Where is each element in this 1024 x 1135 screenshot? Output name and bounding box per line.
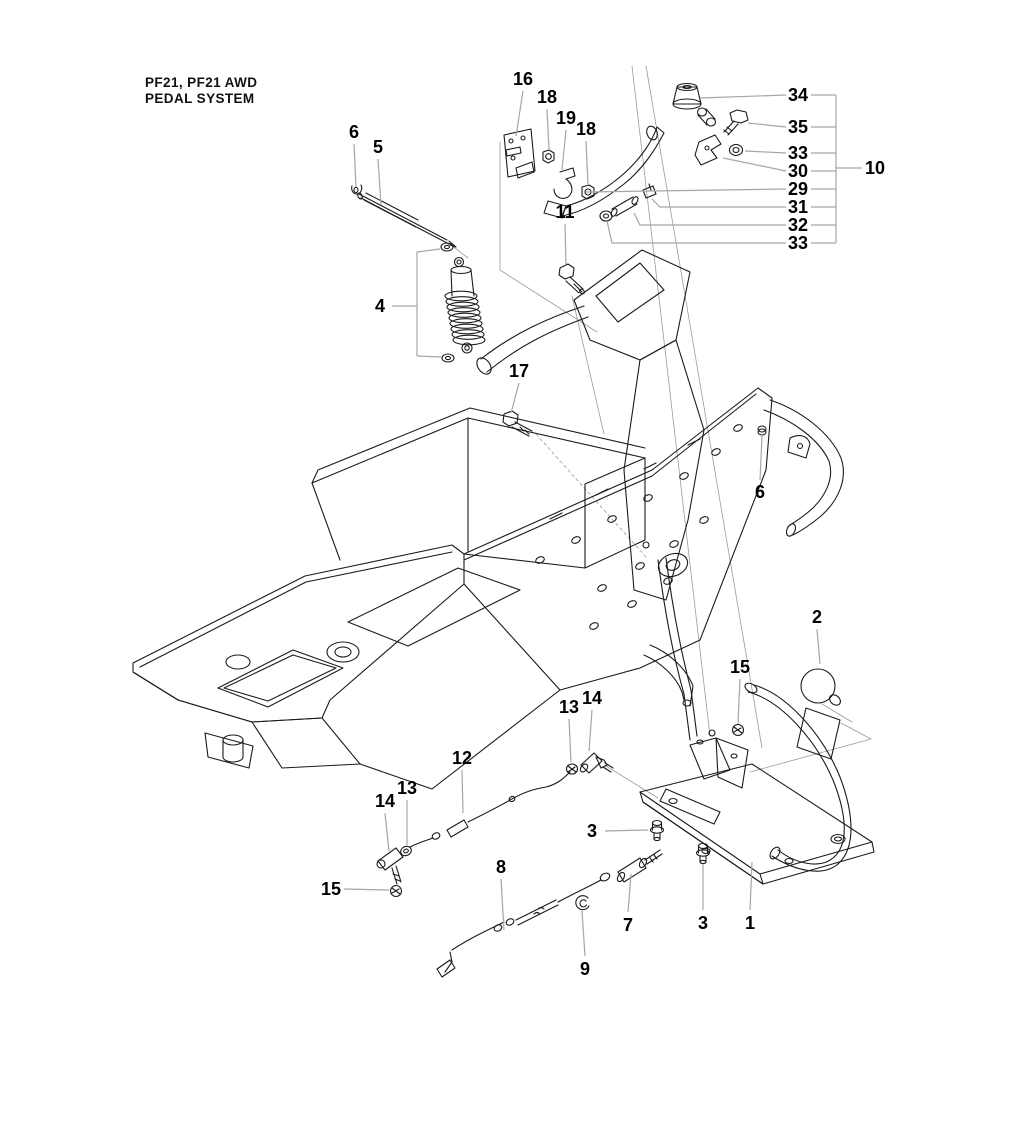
part-34-bumper	[673, 84, 701, 110]
part-4-spring	[441, 243, 485, 362]
pedal-strut	[658, 558, 697, 740]
callout-leader-line	[738, 679, 740, 724]
callout-label: 33	[787, 233, 809, 253]
callout-29	[586, 179, 836, 199]
callout-10	[836, 95, 885, 243]
callout-32	[634, 213, 836, 235]
callout-label: 33	[787, 143, 809, 163]
callout-label: 18	[575, 119, 597, 139]
nut-6-right	[758, 426, 766, 435]
callout-leader-line	[652, 199, 786, 207]
callout-label: 5	[372, 137, 384, 157]
callout-18	[537, 87, 557, 150]
callout-label: 11	[555, 202, 575, 222]
callout-label: 13	[396, 778, 418, 798]
callout-leader-line	[723, 158, 786, 171]
callout-7	[623, 874, 633, 935]
callout-13	[397, 778, 417, 845]
brake-lever-group-10	[544, 84, 748, 222]
callout-leader-line	[516, 91, 523, 136]
callout-leader-line	[582, 911, 585, 956]
callout-leader-line	[700, 95, 786, 98]
callout-label: 9	[579, 959, 591, 979]
part-15-nut-pedal	[733, 725, 744, 736]
part-33-washer-lower	[600, 211, 612, 221]
callout-4	[375, 249, 441, 357]
callout-leader-line	[760, 436, 762, 480]
callout-label: 6	[348, 122, 360, 142]
callout-34	[700, 85, 836, 105]
callout-label: 8	[495, 857, 507, 877]
callout-19	[556, 108, 576, 170]
callout-label: 7	[622, 915, 634, 935]
callout-leader-line	[354, 144, 356, 187]
cable-8-hook	[437, 952, 455, 977]
pedal-return-spring	[660, 789, 720, 824]
part-14-elbow-left	[377, 848, 403, 884]
callout-leader-line	[634, 213, 786, 225]
callout-leader-line	[462, 770, 463, 813]
callout-9	[580, 911, 590, 979]
part-35-bolt	[724, 110, 748, 135]
pedal-pad	[797, 708, 840, 759]
part-18-nut-left	[543, 150, 554, 163]
callout-16	[513, 69, 533, 136]
callout-leader-line	[562, 130, 566, 170]
callout-label: 19	[555, 108, 577, 128]
part-link-plate	[698, 108, 716, 126]
callout-label: 3	[697, 913, 709, 933]
callout-label: 17	[508, 361, 530, 381]
callout-6	[755, 436, 765, 502]
callout-label: 14	[581, 688, 603, 708]
part-3-bolt-left	[651, 821, 664, 841]
callout-2	[812, 607, 822, 664]
callout-33	[745, 143, 836, 163]
callout-label: 35	[787, 117, 809, 137]
callout-layer	[321, 69, 885, 979]
callout-14	[582, 688, 602, 751]
callout-leader-line	[745, 151, 786, 153]
callout-leader-line	[589, 710, 592, 751]
cable-12-wire	[410, 772, 570, 847]
callout-12	[452, 748, 472, 813]
callout-13	[559, 697, 579, 762]
callout-leader-line	[344, 889, 389, 890]
callout-label: 30	[787, 161, 809, 181]
pedal-assembly	[640, 558, 874, 884]
callout-label: 14	[374, 791, 396, 811]
callout-18	[576, 119, 596, 184]
part-7-coupler	[616, 850, 662, 883]
part-17-bolt	[503, 411, 532, 436]
part-9-ring	[576, 896, 589, 910]
callout-leader-line	[547, 109, 549, 150]
callout-17	[509, 361, 529, 413]
callout-3	[698, 864, 708, 933]
callout-leader-line	[817, 629, 820, 664]
callout-5	[373, 137, 383, 205]
part-33-nut-upper	[730, 145, 743, 156]
callout-leader-line	[586, 141, 588, 184]
callout-30	[723, 158, 836, 181]
part-2-knob	[801, 669, 842, 707]
diagram-title-line2: PEDAL SYSTEM	[145, 91, 255, 106]
callout-leader-line	[605, 830, 648, 831]
callout-leader-line	[565, 224, 566, 264]
callout-label: 12	[451, 748, 473, 768]
callout-15	[321, 879, 389, 899]
callout-3	[587, 821, 648, 841]
callout-leader-line	[748, 123, 786, 127]
callout-leader-line	[569, 719, 571, 762]
callout-label: 3	[586, 821, 598, 841]
callout-leader-line	[385, 813, 389, 851]
callout-leader-line	[417, 249, 440, 252]
part-11-bolt	[559, 264, 585, 295]
callout-label: 31	[787, 197, 809, 217]
part-13-nut-right	[567, 764, 578, 774]
callout-6	[349, 122, 359, 187]
diagram-title-line1: PF21, PF21 AWD	[145, 75, 258, 90]
part-16-plate	[504, 129, 535, 178]
callout-11	[555, 202, 574, 264]
part-5-rod	[357, 192, 456, 247]
pedal-mechanism	[690, 730, 748, 788]
callout-label: 29	[787, 179, 809, 199]
callout-label: 1	[744, 913, 756, 933]
handle-tube	[758, 400, 843, 538]
callout-leader-line	[750, 862, 752, 910]
callout-leader-line	[511, 383, 519, 413]
callout-leader-line	[607, 221, 786, 243]
callout-14	[375, 791, 395, 851]
cable-8-wire	[452, 872, 611, 950]
callout-label: 15	[320, 879, 342, 899]
callout-label: 2	[811, 607, 823, 627]
callout-label: 16	[512, 69, 534, 89]
callout-label: 13	[558, 697, 580, 717]
callout-label: 32	[787, 215, 809, 235]
callout-label: 34	[787, 85, 809, 105]
callout-31	[652, 197, 836, 217]
callout-label: 10	[864, 158, 886, 178]
callout-label: 4	[374, 296, 386, 316]
part-30-bracket	[695, 135, 721, 165]
callout-35	[748, 117, 836, 137]
part-15-nut-left	[391, 886, 402, 897]
callout-8	[496, 857, 506, 930]
part-14-elbow-right	[579, 753, 613, 773]
callout-leader-line	[378, 159, 381, 205]
rod-and-spring-group	[352, 185, 485, 362]
callout-label: 18	[536, 87, 558, 107]
callout-label: 15	[729, 657, 751, 677]
part-19-clip	[554, 168, 575, 198]
part-1-base-plate	[640, 764, 874, 884]
cable-8-group	[437, 850, 662, 977]
callout-leader-line	[417, 356, 441, 357]
callout-label: 6	[754, 482, 766, 502]
